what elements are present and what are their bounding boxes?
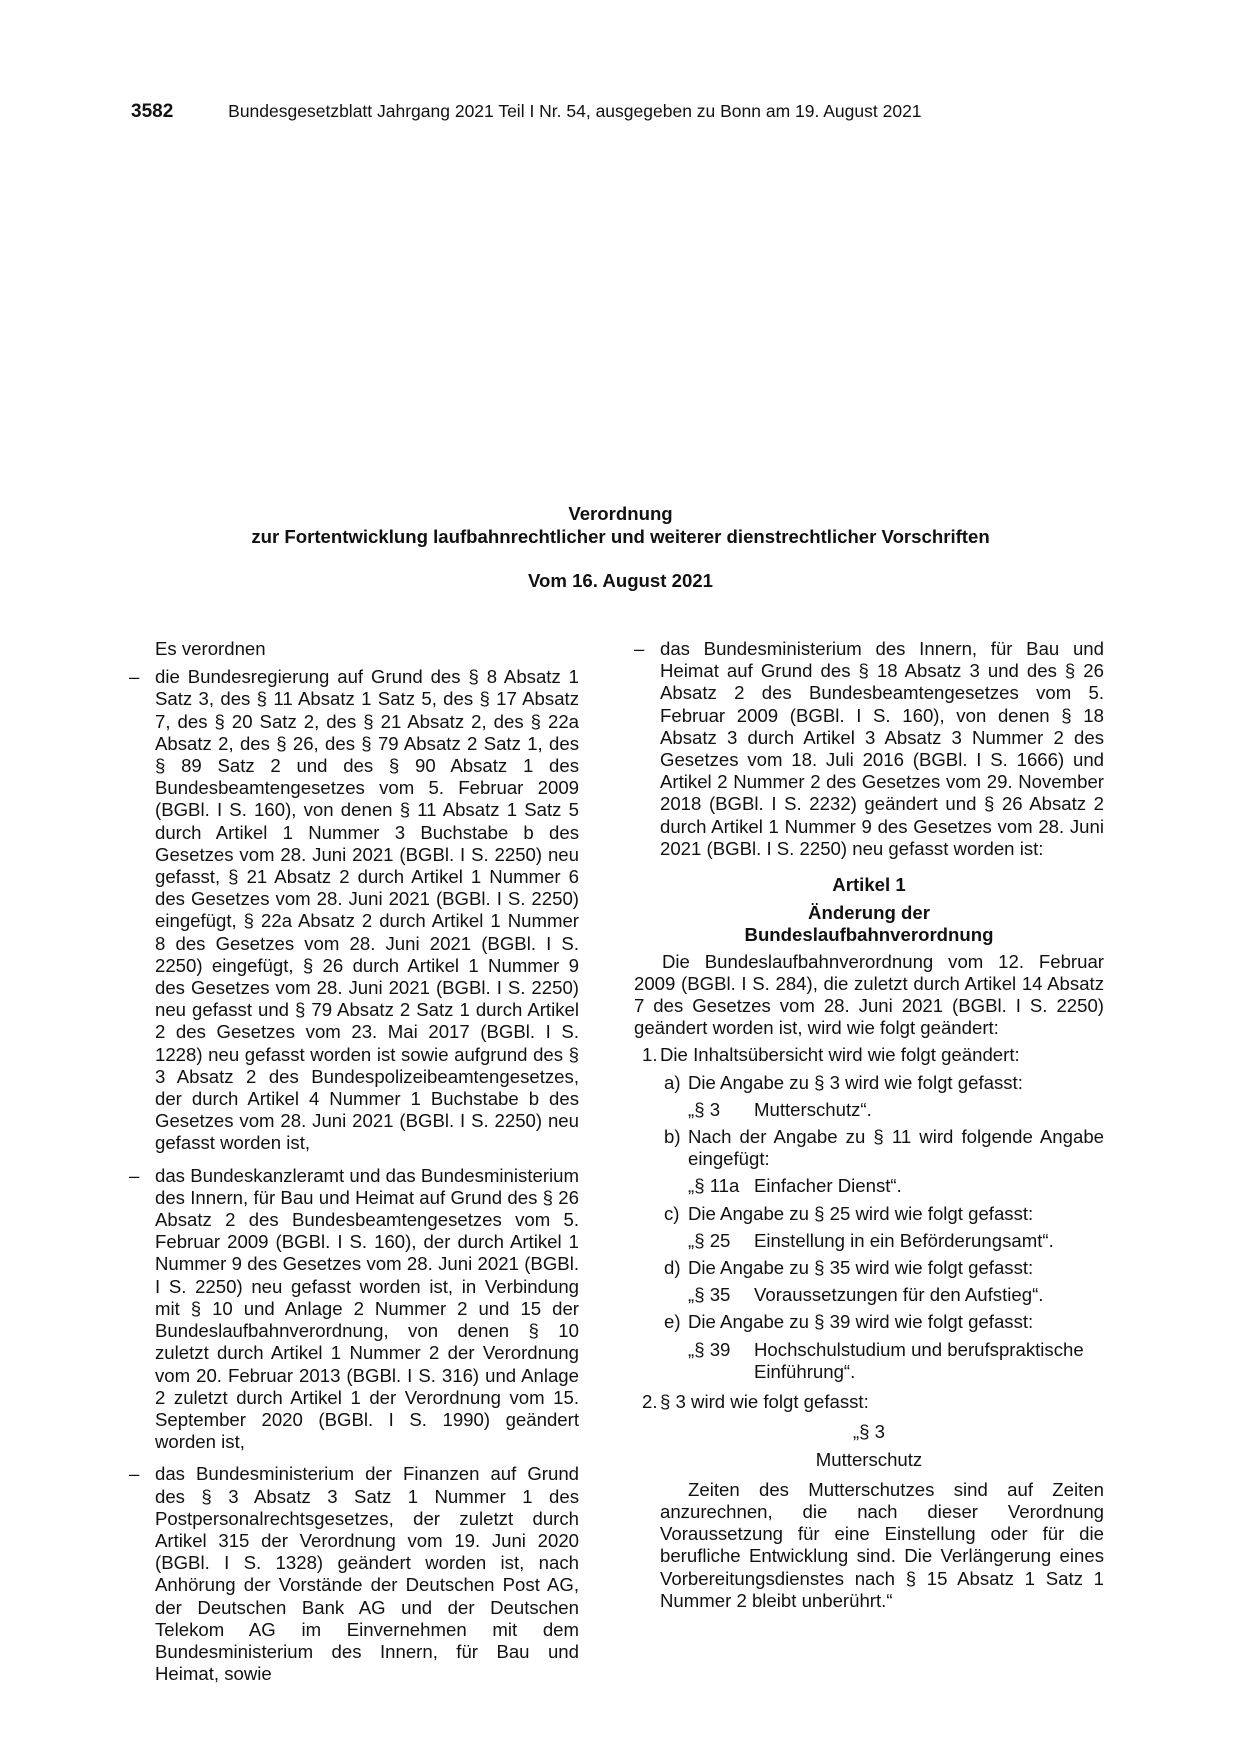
page-header — [131, 100, 1121, 123]
document-title — [0, 502, 1241, 548]
numbered-item-1 — [634, 1044, 1104, 1066]
left-column — [129, 638, 579, 1695]
list-item-text: das Bundeskanzleramt und das Bundesministerium des Innern, für Bau und Heimat auf Grund des § 26 Absatz 2 des Bundesbeamtengesetzes vom 5. Februar 2009 (BGBl. I S. 160), der durch Artikel 1 Nummer 9 des Gesetzes vom 28. Juni 2021 (BGBl. I S. 2250) neu gefasst worden ist, in Verbindung mit § 10 und Anlage 2 Nummer 2 und 15 der Bundeslaufbahnverordnung, von denen § 10 zuletzt durch Artikel 1 Nummer 2 der Verordnung vom 20. Februar 2013 (BGBl. I S. 316) und Anlage 2 zuletzt durch Artikel 1 der Verordnung vom 15. September 2020 (BGBl. I S. 1990) geändert worden ist, — [155, 1164, 579, 1453]
article-title-line-2: Bundeslaufbahnverordnung — [744, 924, 994, 946]
right-column — [634, 638, 1104, 1612]
quoted-paragraph: „§ 39 — [688, 1338, 731, 1360]
list-item — [129, 1165, 579, 1454]
new-paragraph-text: Zeiten des Mutterschutzes sind auf Zeiten anzurechnen, die nach dieser Verordnung Voraussetzung für eine Einstellung oder für die berufliche Entwicklung sind. Die Verlängerung eines Vorbereitungsdienstes nach § 15 Absatz 1 Satz 1 Nummer 2 bleibt unberührt.“ — [660, 1478, 1104, 1611]
quoted-entry-e — [634, 1339, 1104, 1383]
sub-letter: e) — [664, 1311, 681, 1333]
running-title: Bundesgesetzblatt Jahrgang 2021 Teil I Nr. 54, ausgegeben zu Bonn am 19. August 2021 — [228, 101, 922, 121]
item-number: 1. — [642, 1044, 658, 1066]
sub-item-b — [634, 1126, 1104, 1170]
sub-item-text: Die Angabe zu § 35 wird wie folgt gefasst: — [688, 1257, 1034, 1279]
dash-bullet: – — [129, 1164, 140, 1186]
quoted-paragraph: „§ 35 — [688, 1284, 731, 1306]
numbered-item-2 — [634, 1391, 1104, 1413]
quoted-paragraph: „§ 3 — [688, 1098, 721, 1120]
sub-letter: b) — [664, 1126, 681, 1148]
title-line-2: zur Fortentwicklung laufbahnrechtlicher und weiterer dienstrechtlicher Vorschriften — [251, 526, 990, 547]
sub-item-d — [634, 1257, 1104, 1279]
intro-text: Es verordnen — [155, 638, 266, 659]
list-item-text: die Bundesregierung auf Grund des § 8 Absatz 1 Satz 3, des § 11 Absatz 1 Satz 5, des § 17 Absatz 7, des § 20 Satz 2, des § 21 Absatz 2, des § 22a Absatz 2, des § 26, des § 79 Absatz 2 Satz 1, des § 89 Satz 2 und des § 90 Absatz 1 des Bundesbeamtengesetzes vom 5. Februar 2009 (BGBl. I S. 160), von denen § 11 Absatz 1 Satz 5 durch Artikel 1 Nummer 3 Buchstabe b des Gesetzes vom 28. Juni 2021 (BGBl. I S. 2250) neu gefasst, § 21 Absatz 2 durch Artikel 1 Nummer 6 des Gesetzes vom 28. Juni 2021 (BGBl. I S. 2250) eingefügt, § 22a Absatz 2 durch Artikel 1 Nummer 8 des Gesetzes vom 28. Juni 2021 (BGBl. I S. 2250) eingefügt, § 26 durch Artikel 1 Nummer 9 des Gesetzes vom 28. Juni 2021 (BGBl. I S. 2250) neu gefasst und § 79 Absatz 2 Satz 1 durch Artikel 2 des Gesetzes vom 23. Mai 2017 (BGBl. I S. 1228) neu gefasst worden ist sowie aufgrund des § 3 Absatz 2 des Bundespolizeibeamtengesetzes, der durch Artikel 4 Nummer 1 Buchstabe b des Gesetzes vom 28. Juni 2021 (BGBl. I S. 2250) neu gefasst worden ist, — [155, 666, 579, 1154]
dash-bullet: – — [634, 638, 645, 659]
item-number: 2. — [642, 1391, 658, 1413]
article-title-line-1: Änderung der — [808, 902, 930, 924]
quoted-paragraph: „§ 25 — [688, 1229, 731, 1251]
article-heading: Artikel 1 — [832, 874, 906, 896]
quoted-entry-d — [634, 1284, 1104, 1306]
dash-bullet: – — [129, 1463, 140, 1485]
item-text: § 3 wird wie folgt gefasst: — [660, 1391, 869, 1413]
quoted-text: Einfacher Dienst“. — [754, 1175, 902, 1197]
list-item-text: das Bundesministerium des Innern, für Bau und Heimat auf Grund des § 18 Absatz 3 und des § 26 Absatz 2 des Bundesbeamtengesetzes vom 5. Februar 2009 (BGBl. I S. 160), von denen § 18 Absatz 3 durch Artikel 3 Absatz 3 Nummer 2 des Gesetzes vom 18. Juli 2016 (BGBl. I S. 1666) und Artikel 2 Nummer 2 des Gesetzes vom 29. November 2018 (BGBl. I S. 2232) geändert und § 26 Absatz 2 durch Artikel 1 Nummer 9 des Gesetzes vom 28. Juni 2021 (BGBl. I S. 2250) neu gefasst worden ist: — [660, 638, 1104, 859]
sub-item-c — [634, 1203, 1104, 1225]
list-item — [634, 638, 1104, 860]
page-number: 3582 — [131, 101, 174, 122]
quoted-entry-a — [634, 1099, 1104, 1121]
quoted-text: Einstellung in ein Beförderungsamt“. — [754, 1229, 1054, 1251]
quoted-text: Mutterschutz“. — [754, 1098, 872, 1120]
title-line-1: Verordnung — [568, 503, 673, 524]
sub-letter: a) — [664, 1071, 681, 1093]
list-item — [129, 666, 579, 1154]
new-paragraph-title: Mutterschutz — [815, 1448, 923, 1470]
quoted-paragraph: „§ 11a — [688, 1175, 740, 1197]
quoted-entry-b — [634, 1175, 1104, 1197]
sub-letter: c) — [664, 1202, 680, 1224]
list-item — [129, 1463, 579, 1685]
sub-item-text: Die Angabe zu § 39 wird wie folgt gefasst: — [688, 1311, 1034, 1333]
item-text: Die Inhaltsübersicht wird wie folgt geändert: — [660, 1044, 1020, 1066]
quoted-entry-c — [634, 1230, 1104, 1252]
sub-item-e — [634, 1311, 1104, 1333]
article-title — [634, 902, 1104, 946]
sub-item-text: Nach der Angabe zu § 11 wird folgende Angabe eingefügt: — [688, 1126, 1104, 1170]
article-intro: Die Bundeslaufbahnverordnung vom 12. Februar 2009 (BGBl. I S. 284), die zuletzt durch Artikel 14 Absatz 7 des Gesetzes vom 28. Juni 2021 (BGBl. I S. 2250) geändert worden ist, wird wie folgt geändert: — [634, 950, 1104, 1039]
dash-bullet: – — [129, 666, 140, 688]
sub-item-a — [634, 1072, 1104, 1094]
sub-item-text: Die Angabe zu § 3 wird wie folgt gefasst: — [688, 1071, 1023, 1093]
quoted-text: Hochschulstudium und berufspraktische Einführung“. — [754, 1338, 1084, 1382]
list-item-text: das Bundesministerium der Finanzen auf Grund des § 3 Absatz 3 Satz 1 Nummer 1 des Postpersonalrechtsgesetzes, der zuletzt durch Artikel 315 der Verordnung vom 19. Juni 2020 (BGBl. I S. 1328) geändert worden ist, nach Anhörung der Vorstände der Deutschen Post AG, der Deutschen Bank AG und der Deutschen Telekom AG im Einvernehmen mit dem Bundesministerium des Innern, für Bau und Heimat, sowie — [155, 1463, 579, 1685]
sub-letter: d) — [664, 1257, 681, 1279]
new-paragraph-number: „§ 3 — [852, 1421, 886, 1443]
quoted-text: Voraussetzungen für den Aufstieg“. — [754, 1284, 1044, 1306]
sub-item-text: Die Angabe zu § 25 wird wie folgt gefasst: — [688, 1202, 1034, 1224]
document-date: Vom 16. August 2021 — [528, 570, 713, 591]
